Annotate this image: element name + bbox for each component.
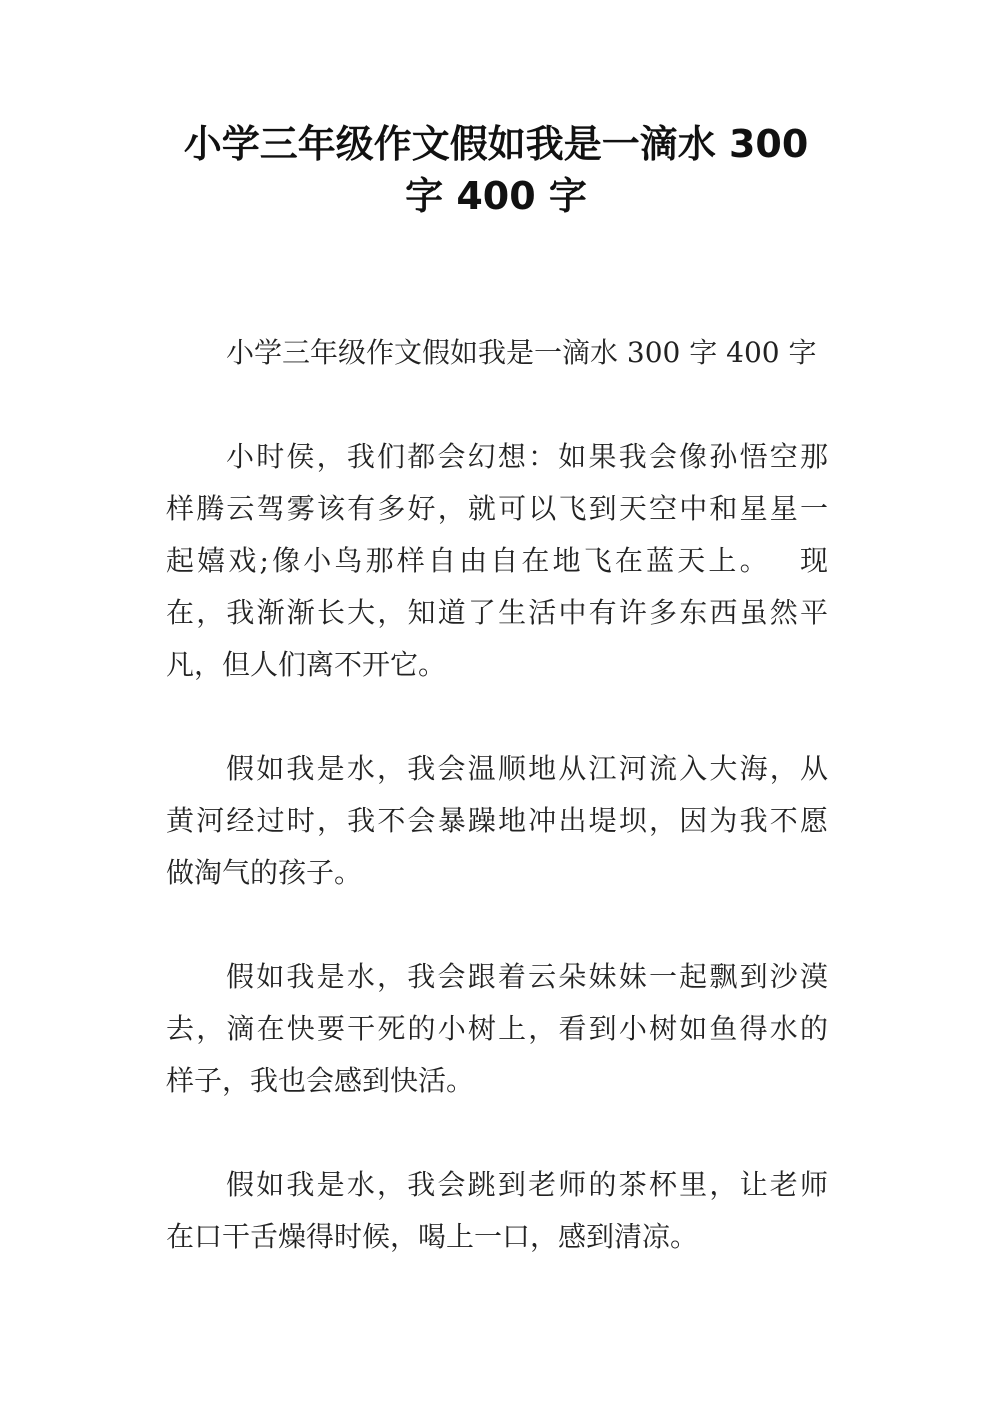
paragraph-line: 假如我是水，我会跟着云朵妹妹一起飘到沙漠 — [226, 960, 828, 993]
paragraph-2 — [166, 743, 828, 899]
paragraph-line: 小学三年级作文假如我是一滴水 300 字 400 字 — [226, 336, 817, 369]
paragraph-line: 黄河经过时，我不会暴躁地冲出堤坝，因为我不愿 — [166, 804, 828, 837]
paragraph-3 — [166, 951, 828, 1107]
paragraph-line: 在，我渐渐长大，知道了生活中有许多东西虽然平 — [166, 596, 828, 629]
title-line-1: 小学三年级作文假如我是一滴水 300 — [183, 122, 809, 166]
paragraph-subtitle — [166, 327, 828, 379]
paragraph-line: 小时侯，我们都会幻想：如果我会像孙悟空那 — [226, 440, 828, 473]
paragraph-line: 假如我是水，我会跳到老师的茶杯里，让老师 — [226, 1168, 828, 1201]
paragraph-line: 做淘气的孩子。 — [166, 856, 363, 889]
paragraph-line: 凡，但人们离不开它。 — [166, 648, 447, 681]
paragraph-line: 起嬉戏;像小鸟那样自由自在地飞在蓝天上。 现 — [166, 544, 828, 577]
paragraph-line: 样子，我也会感到快活。 — [166, 1064, 475, 1097]
title-line-2: 字 400 字 — [405, 174, 587, 218]
document-body — [166, 327, 828, 1315]
paragraph-4 — [166, 1159, 828, 1263]
paragraph-line: 假如我是水，我会温顺地从江河流入大海，从 — [226, 752, 828, 785]
paragraph-line: 样腾云驾雾该有多好，就可以飞到天空中和星星一 — [166, 492, 828, 525]
paragraph-line: 在口干舌燥得时候，喝上一口，感到清凉。 — [166, 1220, 699, 1253]
paragraph-1 — [166, 431, 828, 691]
document-title — [0, 118, 992, 222]
paragraph-line: 去，滴在快要干死的小树上，看到小树如鱼得水的 — [166, 1012, 828, 1045]
